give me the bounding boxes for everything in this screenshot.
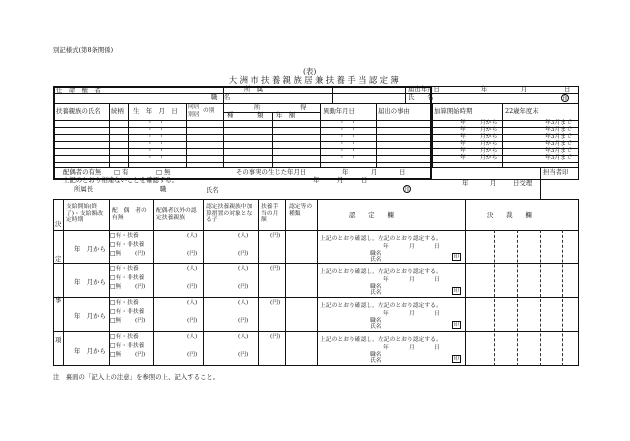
start-month: 月から: [480, 148, 498, 154]
birth-dots: ・ ・: [147, 127, 165, 133]
cert-month: 月: [409, 345, 415, 351]
yen-mark: (円): [270, 266, 281, 272]
spouse-label: 配偶者の有無: [63, 168, 102, 176]
yen-mark: (円): [270, 233, 281, 239]
end-month: 年3月まで: [545, 141, 572, 147]
person-mark: (人): [238, 300, 249, 306]
change-dots: ・ ・: [339, 134, 357, 140]
decide-column-header: 決 裁 欄: [487, 211, 532, 219]
yen-mark: (円): [187, 352, 198, 358]
person-mark: (人): [187, 300, 198, 306]
cert-day: 日: [434, 311, 440, 317]
person-mark: (人): [238, 266, 249, 272]
birth-dots: ・ ・: [147, 155, 165, 161]
end-month: 年3月まで: [545, 155, 572, 161]
submit-day: 日: [564, 85, 571, 93]
occurred-year: 年: [342, 168, 349, 176]
cert-seal: 印: [453, 322, 460, 328]
add-child-header: 認定扶養親族中加算措置の対象となる子: [206, 204, 253, 224]
cert-month: 月: [409, 277, 415, 283]
head-label: 所属長: [74, 185, 94, 193]
front-side-mark: (表): [303, 67, 317, 76]
yen-mark: (円): [270, 334, 281, 340]
cert-job: 職名: [370, 318, 382, 324]
appointer-label: 任 命 権 者: [56, 86, 101, 94]
option-yes-nonsupport[interactable]: □有・非扶養: [110, 343, 145, 349]
person-mark: (人): [187, 233, 198, 239]
head-name: 氏名: [206, 186, 219, 194]
cert-column-header: 認 定 欄: [349, 211, 394, 219]
monthly-amount-header: 扶養手当の月額: [261, 204, 279, 224]
address-header-1: 所: [254, 103, 261, 111]
recv-month: 月: [490, 179, 497, 187]
job-title-label: 職 名: [211, 93, 231, 101]
end-month: 年3月まで: [545, 148, 572, 154]
yen-mark: (円): [135, 352, 146, 358]
cert-year: 年: [383, 311, 389, 317]
submit-year: 年: [481, 85, 488, 93]
start-month: 月から: [480, 134, 498, 140]
cert-seal: 印: [453, 254, 460, 260]
occurred-day: 日: [399, 168, 406, 176]
yen-mark: (円): [135, 251, 146, 257]
end-month: 年3月まで: [545, 127, 572, 133]
option-yes-support[interactable]: □有・扶養: [110, 233, 139, 239]
cert-text: 上記のとおり確認し，左記のとおり認定する。: [320, 236, 442, 242]
cert-text: 上記のとおり確認し，左記のとおり認定する。: [320, 269, 442, 275]
income-amount-header: 年 額: [276, 111, 296, 119]
person-mark: (人): [238, 334, 249, 340]
change-dots: ・ ・: [339, 148, 357, 154]
row-start-date: 年 月から: [74, 278, 106, 286]
staff-seal-label: 担当者印: [543, 168, 569, 176]
option-yes-support[interactable]: □有・扶養: [110, 266, 139, 272]
occurred-date-label: その事実の生じた年月日: [236, 168, 307, 176]
start-month: 月から: [480, 120, 498, 126]
option-yes-nonsupport[interactable]: □有・非扶養: [110, 275, 145, 281]
cohabit-header-split: の別: [203, 108, 215, 114]
applicant-seal: 印: [562, 96, 568, 102]
family-name-header: 扶養親族の氏名: [56, 107, 101, 115]
cert-month: 月: [409, 244, 415, 250]
cert-job: 職名: [370, 251, 382, 257]
fiscal-year-end-header: 22歳年度末: [505, 107, 539, 115]
cert-name: 氏名: [370, 257, 382, 263]
applicant-name-label: 氏 名: [408, 93, 434, 101]
person-mark: (人): [238, 233, 249, 239]
yen-mark: (円): [238, 318, 249, 324]
option-yes-nonsupport[interactable]: □有・非扶養: [110, 242, 145, 248]
option-yes-support[interactable]: □有・扶養: [110, 300, 139, 306]
decision-frame: [53, 199, 579, 366]
start-month: 月から: [480, 155, 498, 161]
cert-kind-header: 認定等の種類: [289, 204, 313, 217]
side-label: 決: [55, 220, 62, 228]
option-none[interactable]: □無: [110, 318, 122, 324]
change-date-header: 異動年月日: [323, 107, 355, 115]
cert-day: 日: [434, 244, 440, 250]
start-time-header: 支給開始(終了)・支給額改定時期: [66, 204, 104, 224]
non-spouse-header: 配偶者以外の認定扶養親族: [156, 208, 197, 221]
start-year: 年: [460, 120, 466, 126]
form-title: 大洲市扶養親族居兼扶養手当認定簿: [228, 75, 402, 85]
option-yes-nonsupport[interactable]: □有・非扶養: [110, 309, 145, 315]
change-dots: ・ ・: [339, 120, 357, 126]
reason-header: 届出の事由: [378, 107, 410, 115]
head-job: 職: [160, 185, 167, 193]
spouse-header: 配 偶 者の有無: [112, 208, 147, 221]
start-year: 年: [460, 141, 466, 147]
option-none[interactable]: □無: [110, 352, 122, 358]
start-year: 年: [460, 134, 466, 140]
birth-dots: ・ ・: [147, 120, 165, 126]
row-start-date: 年 月から: [74, 312, 106, 320]
cert-name: 氏名: [370, 290, 382, 296]
birth-dots: ・ ・: [147, 141, 165, 147]
spouse-yes[interactable]: □ 有: [114, 168, 129, 176]
option-yes-support[interactable]: □有・扶養: [110, 334, 139, 340]
start-year: 年: [460, 148, 466, 154]
footer-note: 注 裏面の「記入上の注意」を参照の上、記入すること。: [53, 373, 220, 381]
cert-name: 氏名: [370, 324, 382, 330]
start-header: 加算開始時期: [434, 107, 473, 115]
confirm-month: 月: [337, 176, 344, 184]
start-year: 年: [460, 127, 466, 133]
confirm-year: 年: [313, 176, 320, 184]
change-dots: ・ ・: [339, 155, 357, 161]
birth-dots: ・ ・: [147, 148, 165, 154]
start-year: 年: [460, 155, 466, 161]
start-month: 月から: [480, 141, 498, 147]
cert-year: 年: [383, 345, 389, 351]
option-none[interactable]: □無: [110, 284, 122, 290]
yen-mark: (円): [187, 318, 198, 324]
submit-month: 月: [521, 85, 528, 93]
side-label: 項: [55, 336, 62, 344]
yen-mark: (円): [135, 318, 146, 324]
cert-job: 職名: [370, 352, 382, 358]
cert-seal: 印: [453, 288, 460, 294]
birth-header: 生 年 月 日: [133, 107, 178, 115]
person-mark: (人): [187, 266, 198, 272]
row-start-date: 年 月から: [74, 245, 106, 253]
yen-mark: (円): [238, 251, 249, 257]
cert-text: 上記のとおり確認し，左記のとおり認定する。: [320, 303, 442, 309]
head-seal: 印: [404, 187, 410, 193]
row-start-date: 年 月から: [74, 347, 106, 355]
income-type-header: 類: [257, 111, 264, 119]
yen-mark: (円): [238, 352, 249, 358]
yen-mark: (円): [270, 300, 281, 306]
start-month: 月から: [480, 127, 498, 133]
received-label: 日受理: [513, 179, 533, 187]
option-none[interactable]: □無: [110, 251, 122, 257]
cohabit-header-bottom: 別居: [188, 112, 200, 118]
yen-mark: (円): [187, 284, 198, 290]
cert-day: 日: [434, 277, 440, 283]
cert-year: 年: [383, 244, 389, 250]
cert-day: 日: [434, 345, 440, 351]
cert-year: 年: [383, 277, 389, 283]
submit-date-label: 届出年月日: [408, 85, 440, 93]
side-label: 定: [55, 255, 62, 263]
cert-seal: 印: [453, 356, 460, 362]
address-header-2: 得: [300, 103, 307, 111]
relation-header: 続柄: [111, 107, 124, 115]
confirm-text: 上記のとおり相違ないことを確認する。: [63, 176, 179, 184]
recv-year: 年: [462, 179, 469, 187]
occurred-month: 月: [371, 168, 378, 176]
end-month: 年3月まで: [545, 134, 572, 140]
income-kind-header: 種: [227, 111, 234, 119]
end-month: 年3月まで: [545, 120, 572, 126]
cert-job: 職名: [370, 284, 382, 290]
birth-dots: ・ ・: [147, 134, 165, 140]
side-label: 事: [55, 296, 62, 304]
cert-month: 月: [409, 311, 415, 317]
spouse-no[interactable]: □ 無: [156, 168, 171, 176]
yen-mark: (円): [238, 284, 249, 290]
cert-name: 氏名: [370, 358, 382, 364]
change-dots: ・ ・: [339, 127, 357, 133]
person-mark: (人): [187, 334, 198, 340]
form-reference: 別記様式(第8条関係): [53, 46, 114, 54]
affiliation-label: 所 属: [244, 85, 264, 93]
change-dots: ・ ・: [339, 141, 357, 147]
yen-mark: (円): [187, 251, 198, 257]
cert-text: 上記のとおり確認し，左記のとおり認定する。: [320, 337, 442, 343]
confirm-day: 日: [361, 176, 368, 184]
yen-mark: (円): [135, 284, 146, 290]
cohabit-header-top: 同居: [188, 104, 200, 110]
